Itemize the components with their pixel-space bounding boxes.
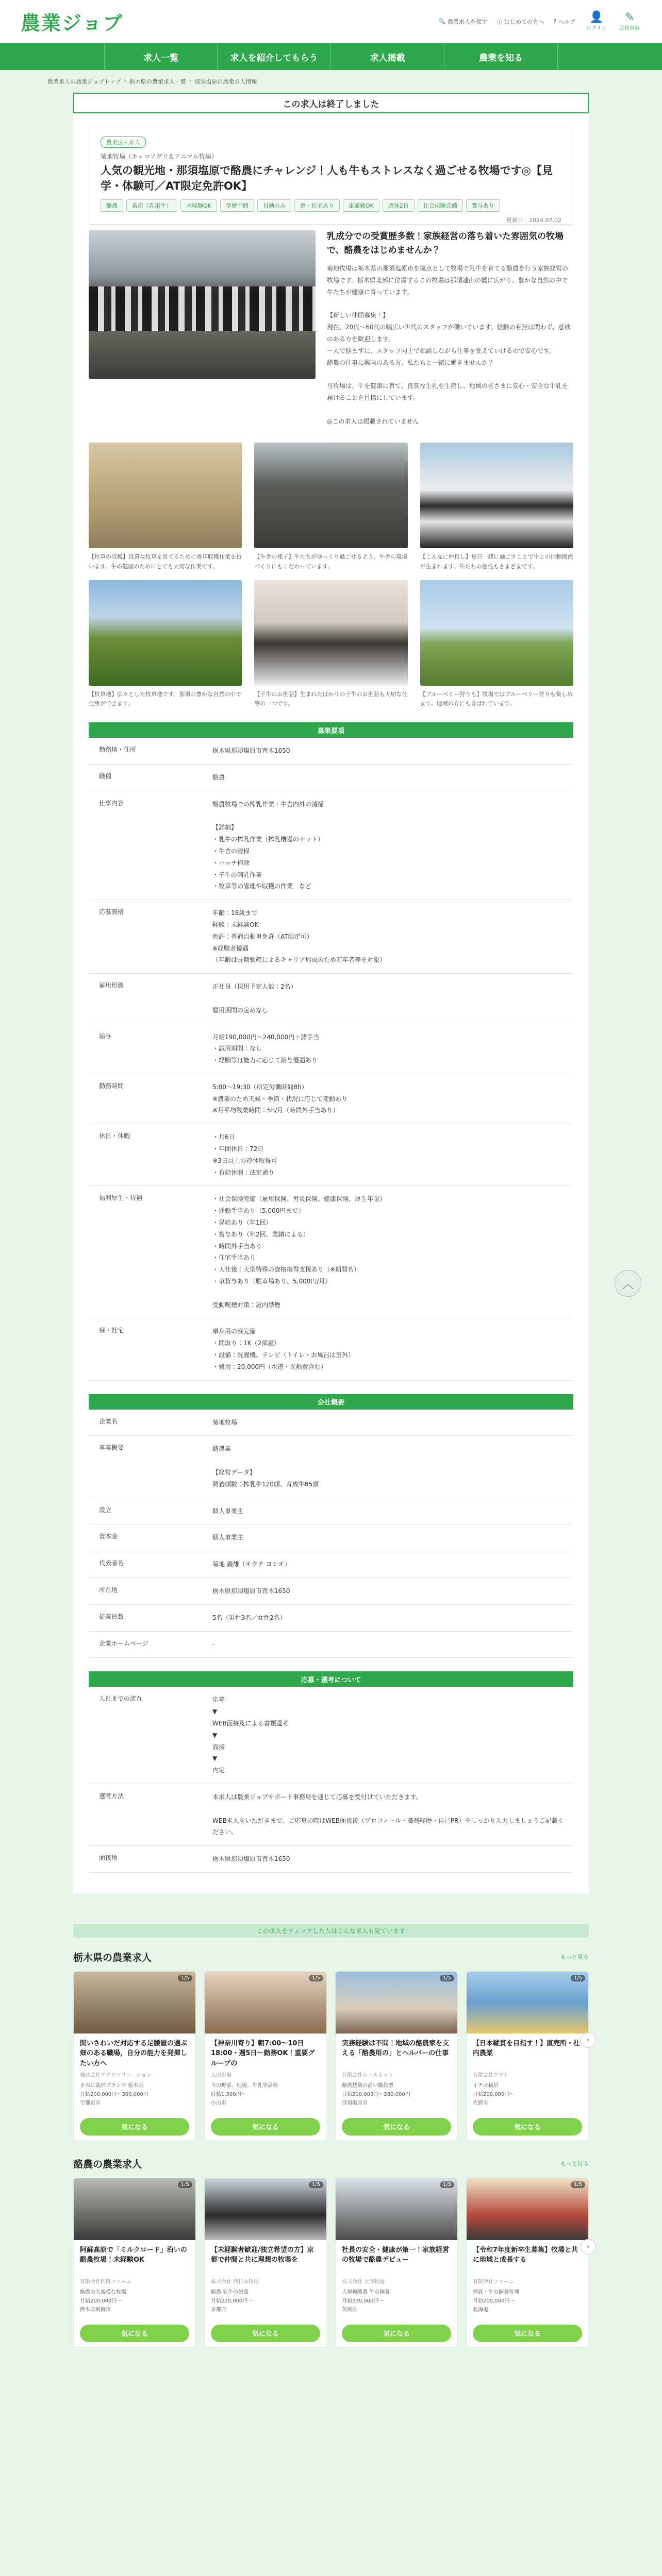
job-card-title[interactable]: 【未経験者歓迎/独立希望の方】京都で仲間と共に理想の牧場を xyxy=(211,2246,314,2264)
chevron-up-icon: ︿ xyxy=(622,1278,634,1291)
gallery-caption: 【こんなに仲良し】毎日一緒に過ごすことで牛との信頼関係が生まれます。牛たちの個性もさまざまです。 xyxy=(420,553,573,570)
info-value: 菊地 義雄（キクチ ヨシオ） xyxy=(207,1551,573,1578)
header-links xyxy=(438,8,641,35)
gallery-photo xyxy=(254,443,407,548)
favorite-button[interactable]: 気になる xyxy=(80,2118,189,2136)
photo-count: 1/5 xyxy=(178,1975,192,1981)
job-card-title[interactable]: 社長の安全・健康が第一！家族経営の牧場で酪農デビュー xyxy=(342,2246,450,2264)
gallery-photo xyxy=(254,580,407,686)
info-label: 所在地 xyxy=(89,1578,207,1605)
info-value: 単身用の寮完備 ・間取り：1K（2部屋） ・設備：洗濯機、テレビ（トイレ・お風呂は室外） ・費用：20,000円（水道・光熱費含む） xyxy=(207,1318,573,1380)
info-row xyxy=(89,1074,573,1124)
gallery-caption: 【牧草地】広々とした牧草地です。那須の豊かな自然の中で仕事ができます。 xyxy=(89,690,242,707)
photo-count: 1/5 xyxy=(309,2181,323,2188)
info-row xyxy=(89,738,573,764)
photo-count: 1/5 xyxy=(440,2181,454,2188)
job-card-farm: 有限会社ファーム xyxy=(473,2279,514,2285)
gallery-photo xyxy=(420,443,573,548)
photo-count: 1/5 xyxy=(571,1975,585,1981)
gallery-item xyxy=(420,580,573,709)
intro-heading: 乳成分での受賞歴多数！家族経営の落ち着いた雰囲気の牧場で、酪農をはじめませんか？ xyxy=(327,231,564,256)
gallery-photo xyxy=(89,443,242,548)
job-card-photo xyxy=(467,1972,588,2033)
job-tag: 車通勤OK xyxy=(343,199,379,212)
intro-body: 菊地牧場は栃木県の那須塩原市を拠点として牧場で乳牛を育てる酪農を行う家族経営の牧場です。栃木県北部に位置するこの牧場は那須連山の麓に広がり、豊かな自然の中で牛たちが健康に育っています。 【新しい仲間募集！】 現在、20代〜60代の幅広い世代のスタッフが働いています。経験の有無は問わず、意欲のある方を歓迎します。 一人で悩まずに、スタッフ同士で相談しながら仕事を覚えていけるので安心です。 酪農の仕事に興味のある方、私たちと一緒に働きませんか？ 当牧場は、牛を健康に育て、良質な生乳を生産し、地域の皆さまに安心・安全な牛乳を届けることを目標にしています。 ◎この求人は掲載されていません xyxy=(327,265,571,425)
job-card-meta: 酪農の大規模な牧場 月給200,000円〜 熊本県阿蘇市 xyxy=(80,2289,126,2313)
gallery-item xyxy=(89,443,242,571)
job-card[interactable] xyxy=(73,1971,196,2141)
gallery-photo xyxy=(89,580,242,686)
photo-count: 1/5 xyxy=(309,1975,323,1981)
updated-date: 更新日：2024.07.02 xyxy=(506,216,561,224)
info-label: 企業名 xyxy=(89,1410,207,1436)
info-label: 代表者名 xyxy=(89,1551,207,1578)
carousel-next-button[interactable] xyxy=(581,2032,596,2048)
farm-name[interactable]: 菊地牧場（キッコアグリ＆アニマル牧場） xyxy=(101,153,218,160)
job-card-farm: 株式会社 西日本牧場 xyxy=(211,2279,259,2285)
favorite-button[interactable]: 気になる xyxy=(473,2325,582,2342)
info-row xyxy=(89,900,573,974)
info-label: 仕事内容 xyxy=(89,791,207,900)
info-value: ・社会保険完備（雇用保険、労災保険、健康保険、厚生年金） ・通勤手当あり（5,000円まで） ・昇給あり（年1回） ・賞与あり（年2回、業績による） ・時間外手当あり ・住宅手当あり ・入社後：大型特殊の資格取得支援あり（※期間名） ・車貸与あり（駐車場あり、5,000円/月） 受動喫煙対策：屋内禁煙 xyxy=(207,1186,573,1318)
photo-count: 1/5 xyxy=(178,2181,192,2188)
info-value: 菊地牧場 xyxy=(207,1410,573,1436)
info-value: 5名（男性3名／女性2名） xyxy=(207,1604,573,1631)
chevron-right-icon: › xyxy=(587,2036,590,2044)
job-tags xyxy=(101,199,561,212)
header-link-help[interactable]: ? ヘルプ xyxy=(553,18,575,25)
job-card[interactable] xyxy=(335,2178,458,2348)
job-card[interactable] xyxy=(73,2178,196,2348)
job-card-farm: 有限会社アグリ xyxy=(473,2072,509,2078)
job-tag: 社会保険完備 xyxy=(418,199,463,212)
global-nav xyxy=(0,43,662,70)
job-title: 人気の観光地・那須塩原で酪農にチャレンジ！人も牛もストレスなく過ごせる牧場です◎【見学・体験可／AT限定免許OK】 xyxy=(101,164,553,193)
breadcrumb-item[interactable]: 栃木県の農業求人一覧 xyxy=(129,78,186,85)
info-label: 面接地 xyxy=(89,1846,207,1873)
job-card[interactable] xyxy=(466,1971,589,2141)
see-more-link[interactable]: もっと見る xyxy=(560,2160,589,2167)
job-card-farm: 大田市場 xyxy=(211,2072,231,2078)
job-card-meta: 今の野菜、地場、牛乳等品種 時給1,300円〜 小山市 xyxy=(211,2082,278,2106)
info-label: 勤務地・住所 xyxy=(89,738,207,764)
job-card-farm: 株式会社 大澤牧場 xyxy=(342,2279,385,2285)
info-label: 職種 xyxy=(89,764,207,791)
apply-table xyxy=(89,1687,573,1873)
job-card-title[interactable]: 阿蘇高原で「ミルクロード」沿いの酪農牧場！未経験OK xyxy=(80,2246,187,2264)
job-card-title[interactable]: 【神奈川寄り】朝7:00〜10日18:00・週5日〜勤務OK！重要グループの xyxy=(211,2039,315,2067)
photo-gallery xyxy=(89,443,573,709)
gallery-caption: 【ブルーベリー狩りも】牧場ではブルーベリー狩りも楽しめます。地域の方にも喜ばれています。 xyxy=(420,690,573,707)
favorite-button[interactable]: 気になる xyxy=(211,2325,320,2342)
job-card-meta: イチゴ栽培 月給200,000円〜 佐野市 xyxy=(473,2082,515,2106)
favorite-button[interactable]: 気になる xyxy=(342,2325,451,2342)
header-link-search[interactable]: 🔍 農業求人を探す xyxy=(438,18,488,25)
job-tag: 日勤のみ xyxy=(257,199,291,212)
section-title-company: 会社概要 xyxy=(89,1394,573,1410)
job-card-photo xyxy=(74,2178,195,2240)
job-card-photo xyxy=(467,2178,588,2240)
info-label: 勤務時間 xyxy=(89,1074,207,1124)
breadcrumb-current: 那須塩原の農業求人情報 xyxy=(194,78,257,85)
rec-section-tochigi xyxy=(73,1950,589,2141)
job-card-meta: さのに栽培プランツ 栃木県 月給200,000円〜300,000円 宇都宮市 xyxy=(80,2082,148,2106)
photo-count: 1/5 xyxy=(440,1975,454,1981)
info-value: 栃木県那須塩原市青木1650 xyxy=(207,738,573,764)
info-label: 休日・休暇 xyxy=(89,1124,207,1186)
info-label: 企業ホームページ xyxy=(89,1631,207,1658)
info-label: 寮・社宅 xyxy=(89,1318,207,1380)
info-value: ・月6日 ・年間休日：72日 ※3日以上の連休取得可 ・有給休暇：法定通り xyxy=(207,1124,573,1186)
job-tag: 寮・社宅あり xyxy=(294,199,340,212)
job-detail xyxy=(73,113,589,1893)
info-value: 個人事業主 xyxy=(207,1498,573,1524)
info-label: 福利厚生・待遇 xyxy=(89,1186,207,1318)
job-card-photo xyxy=(205,1972,326,2033)
job-card-meta: 大規模酪農 牛の飼養 月給230,000円〜 茨城県 xyxy=(342,2289,390,2313)
info-label: 雇用形態 xyxy=(89,974,207,1024)
info-row xyxy=(89,1524,573,1551)
job-card-farm: 有限会社ホースネット xyxy=(342,2072,393,2078)
job-card-photo xyxy=(336,1972,457,2033)
info-value: - xyxy=(207,1631,573,1658)
job-tag: 賞与あり xyxy=(466,199,500,212)
info-label: 従業員数 xyxy=(89,1604,207,1631)
job-card[interactable] xyxy=(204,1971,327,2141)
info-row xyxy=(89,1410,573,1436)
chevron-right-icon: › xyxy=(587,2242,590,2251)
info-row xyxy=(89,1436,573,1498)
job-card-photo xyxy=(74,1972,195,2033)
gallery-caption: 【子牛のお世話】生まれたばかりの子牛のお世話も大切な仕事の一つです。 xyxy=(254,690,408,707)
info-value: 酪農業 【経営データ】 飼養頭数：搾乳牛120頭、育成牛85頭 xyxy=(207,1436,573,1498)
favorite-button[interactable]: 気になる xyxy=(473,2118,582,2136)
job-intro xyxy=(89,230,573,428)
info-label: 設立 xyxy=(89,1498,207,1524)
info-row xyxy=(89,1186,573,1318)
photo-count: 1/5 xyxy=(571,2181,585,2188)
job-tag: 畜産（乳用牛） xyxy=(126,199,177,212)
job-card[interactable] xyxy=(335,1971,458,2141)
info-value: 酪農牧場での搾乳作業・牛舎内外の清掃 【詳細】 ・乳牛の搾乳作業（搾乳機器のセット） ・牛舎の清掃 ・ハッチ掃除 ・子牛の哺乳作業 ・牧草等の管理や収穫の作業 など xyxy=(207,791,573,900)
info-row xyxy=(89,1631,573,1658)
job-card-title[interactable]: 実務経験は不問！地域の酪農家を支える「酪農用の」とヘルパーの仕事 xyxy=(342,2039,450,2058)
nav-job-referral[interactable]: 求人を紹介してもらう xyxy=(218,43,331,70)
breadcrumb-item[interactable]: 農業求人の農業ジョブトップ xyxy=(47,78,121,85)
info-label: 事業概要 xyxy=(89,1436,207,1498)
header-link-beginner[interactable]: ⓘ はじめての方へ xyxy=(496,18,544,25)
info-row xyxy=(89,974,573,1024)
job-card-meta: 酪農 乳牛の飼養 月給220,000円〜 京都府 xyxy=(211,2289,253,2313)
gallery-item xyxy=(254,443,407,571)
intro-photo-cowshed xyxy=(89,230,316,379)
company-table xyxy=(89,1410,573,1658)
info-value: 5:00〜19:30（所定労働時間8h） ※農業のため天候・季節・状況に応じて変動あり ※月平均残業時間：5h/月（時間外手当あり） xyxy=(207,1074,573,1124)
info-row xyxy=(89,1604,573,1631)
job-card-farm: 株式会社アグリソリューション xyxy=(80,2072,152,2078)
info-label: 給与 xyxy=(89,1024,207,1074)
info-value: 栃木県那須塩原市青木1650 xyxy=(207,1846,573,1873)
job-tag: 酪農 xyxy=(101,199,123,212)
nav-post-job[interactable]: 求人掲載 xyxy=(331,43,444,70)
gallery-photo xyxy=(420,580,573,686)
register-icon: ✎ xyxy=(624,11,635,24)
info-row xyxy=(89,1784,573,1845)
gallery-item xyxy=(420,443,573,571)
rec-section-dairy xyxy=(73,2157,589,2348)
job-card[interactable] xyxy=(466,2178,589,2348)
favorite-button[interactable]: 気になる xyxy=(211,2118,320,2136)
info-row xyxy=(89,1318,573,1380)
rec-title: 酪農の農業求人 xyxy=(73,2158,142,2170)
job-header-card xyxy=(89,127,573,225)
job-category-badge: 農業法人求人 xyxy=(101,137,146,148)
search-icon: 🔍 xyxy=(438,18,446,25)
info-label: 入社までの流れ xyxy=(89,1687,207,1784)
info-row xyxy=(89,1498,573,1524)
scroll-to-top-button[interactable] xyxy=(615,1270,641,1297)
breadcrumb: 農業求人の農業ジョブトップ › 栃木県の農業求人一覧 › 那須塩原の農業求人情報 xyxy=(47,77,257,85)
job-card[interactable] xyxy=(204,2178,327,2348)
rec-title: 栃木県の農業求人 xyxy=(73,1952,152,1963)
gallery-item xyxy=(89,580,242,709)
info-row xyxy=(89,1124,573,1186)
nav-learn-farming[interactable]: 農業を知る xyxy=(444,43,558,70)
section-title-recruit: 募集要項 xyxy=(89,722,573,738)
login-button[interactable]: 👤 ログイン xyxy=(586,11,607,31)
info-label: 選考方法 xyxy=(89,1784,207,1845)
job-card-meta: 酪農技術の高い職員型 月給210,000円〜280,000円 那須塩原市 xyxy=(342,2082,410,2106)
related-jobs-label: この求人をチェックした人はこんな求人も見ています xyxy=(73,1924,589,1938)
info-value: 正社員（採用予定人数：2名） 雇用期間の定めなし xyxy=(207,974,573,1024)
job-card-meta: 搾乳・牛の飼養管理 月給200,000円〜 北海道 xyxy=(473,2289,519,2313)
see-more-link[interactable]: もっと見る xyxy=(560,1954,589,1961)
job-tag: 未経験OK xyxy=(180,199,217,212)
info-row xyxy=(89,1846,573,1873)
info-label: 資本金 xyxy=(89,1524,207,1551)
gallery-caption: 【牧草の収穫】良質な牧草を育てるために毎年収穫作業を行います。牛の健康のためにとても大切な作業です。 xyxy=(89,553,242,570)
info-value: 応募 ▼ WEB面接及による書類選考 ▼ 面接 ▼ 内定 xyxy=(207,1687,573,1784)
gallery-item xyxy=(254,580,407,709)
job-card-photo xyxy=(336,2178,457,2240)
job-card-title[interactable]: 関いさわいだ対応する足腰置の選ぶ畑のある職場，自分の能力を発揮したい方へ xyxy=(80,2039,188,2067)
job-closed-banner: この求人は終了しました xyxy=(73,93,589,113)
help-icon: ? xyxy=(553,18,556,25)
section-title-apply: 応募・選考について xyxy=(89,1671,573,1687)
gallery-caption: 【牛舎の様子】牛たちがゆっくり過ごせるよう、牛舎の環境づくりにもこだわっています。 xyxy=(254,553,408,570)
carousel-next-button[interactable] xyxy=(581,2239,596,2255)
info-row xyxy=(89,1024,573,1074)
info-row xyxy=(89,1551,573,1578)
recruit-table xyxy=(89,738,573,1380)
job-card-farm: 有限会社阿蘇ファーム xyxy=(80,2279,131,2285)
info-row xyxy=(89,791,573,900)
register-button[interactable]: ✎ 会員登録 xyxy=(619,11,640,31)
site-logo[interactable]: 農業ジョブ xyxy=(21,12,124,35)
info-value: 年齢：18歳まで 経験：未経験OK 免許：普通自動車免許（AT限定可） ※経験者優遇 （年齢は長期勤続によるキャリア形成のため若年者等を対象） xyxy=(207,900,573,974)
job-card-photo xyxy=(205,2178,326,2240)
job-card-title[interactable]: 【日本縦貫を目指す！】直売所・社内農業 xyxy=(473,2039,581,2058)
info-value: 個人事業主 xyxy=(207,1524,573,1551)
info-value: 栃木県那須塩原市青木1650 xyxy=(207,1578,573,1605)
favorite-button[interactable]: 気になる xyxy=(342,2118,451,2136)
info-value: 月給190,000円〜240,000円＋諸手当 ・試用期間：なし ・経験等は能力に応じて給与優遇あり xyxy=(207,1024,573,1074)
job-card-title[interactable]: 【令和7年度新卒生募集】牧場と共に地域と成長する xyxy=(473,2246,578,2264)
info-value: 酪農 xyxy=(207,764,573,791)
info-row xyxy=(89,1578,573,1605)
job-tag: 週休2日 xyxy=(383,199,415,212)
info-icon: ⓘ xyxy=(496,18,503,25)
info-row xyxy=(89,764,573,791)
favorite-button[interactable]: 気になる xyxy=(80,2325,189,2342)
job-tag: 学歴不問 xyxy=(220,199,254,212)
info-value: 本求人は農業ジョブサポート事務局を通じて応募を受付けていただきます。 WEB求人をいただきまで、ご応募の際はWEB面接後（プロフィール・職務経歴・自己PR）をしっかり入力しましょうご記載ください。 xyxy=(207,1784,573,1845)
user-icon: 👤 xyxy=(589,11,604,24)
info-label: 応募資格 xyxy=(89,900,207,974)
info-row xyxy=(89,1687,573,1784)
nav-job-list[interactable]: 求人一覧 xyxy=(104,43,218,70)
site-header xyxy=(0,0,662,43)
